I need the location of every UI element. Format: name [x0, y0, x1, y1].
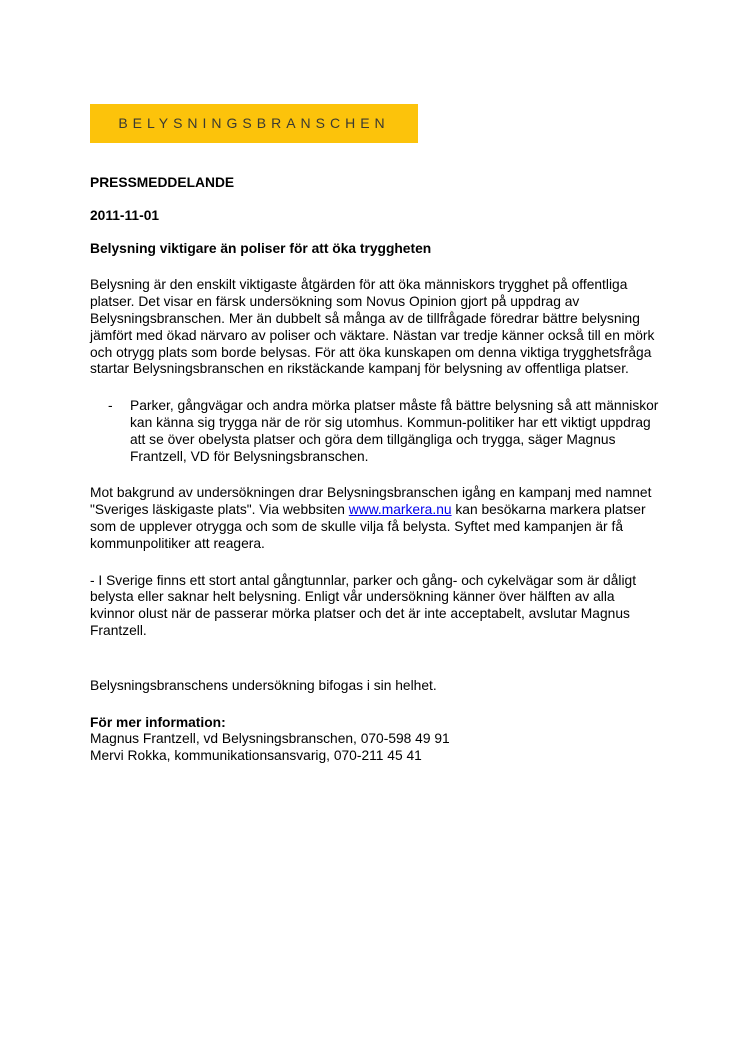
- quote-text: Parker, gångvägar och andra mörka platser måste få bättre belysning så att människor kan känna sig trygga när de rör sig utomhus. Kommun-politiker har ett viktigt uppdrag att se över obelysta platser och göra dem tillgängliga och trygga, säger Magnus Frantzell, VD för Belysningsbranschen.: [130, 398, 659, 464]
- markera-link[interactable]: www.markera.nu: [348, 502, 452, 518]
- kicker-pressmeddelande: PRESSMEDDELANDE: [90, 175, 235, 190]
- headline: Belysning viktigare än poliser för att öka tryggheten: [90, 240, 432, 256]
- lead-paragraph: Belysning är den enskilt viktigaste åtgärden för att öka människors trygghet på offentliga platser. Det visar en färsk undersökning som Novus Opinion gjort på uppdrag av Belysningsbranschen. Mer än dubbelt så många av de tillfrågade föredrar bättre belysning jämfört med ökad närvaro av poliser och väktare. Nästan var tredje känner också till en mörk och otrygg plats som borde belysas. För att öka kunskapen om denna viktiga trygghetsfråga startar Belysningsbranschen en rikstäckande kampanj för belysning av offentliga platser.: [90, 277, 655, 377]
- closing-quote-paragraph: - I Sverige finns ett stort antal gångtunnlar, parker och gång- och cykelvägar som är dåligt belysta eller saknar helt belysning. Enligt vår undersökning känner över hälften av alla kvinnor olust när de passerar mörka platser och det är inte acceptabelt, avslutar Magnus Frantzell.: [90, 572, 637, 638]
- brand-banner-label: BELYSNINGSBRANSCHEN: [118, 115, 390, 132]
- contact-line-2: Mervi Rokka, kommunikationsansvarig, 070-211 45 41: [90, 748, 422, 764]
- campaign-paragraph: [90, 485, 660, 552]
- attachment-note: Belysningsbranschens undersökning bifogas i sin helhet.: [90, 677, 437, 693]
- campaign-paragraph-before-link: Mot bakgrund av undersökningen drar Belysningsbranschen igång en kampanj med namnet "Sveriges läskigaste plats". Via webbsiten: [90, 485, 652, 518]
- quote-list-item: [90, 398, 660, 465]
- brand-banner: [90, 104, 418, 143]
- contact-line-1: Magnus Frantzell, vd Belysningsbranschen, 070-598 49 91: [90, 731, 450, 747]
- dash-bullet: -: [108, 398, 113, 414]
- campaign-paragraph-after-link: kan besökarna markera platser som de upplever otrygga och som de skulle vilja få belysta. Syftet med kampanjen är få kommunpolitiker att reagera.: [90, 502, 646, 551]
- release-date: 2011-11-01: [90, 207, 160, 223]
- contact-heading: För mer information:: [90, 714, 226, 730]
